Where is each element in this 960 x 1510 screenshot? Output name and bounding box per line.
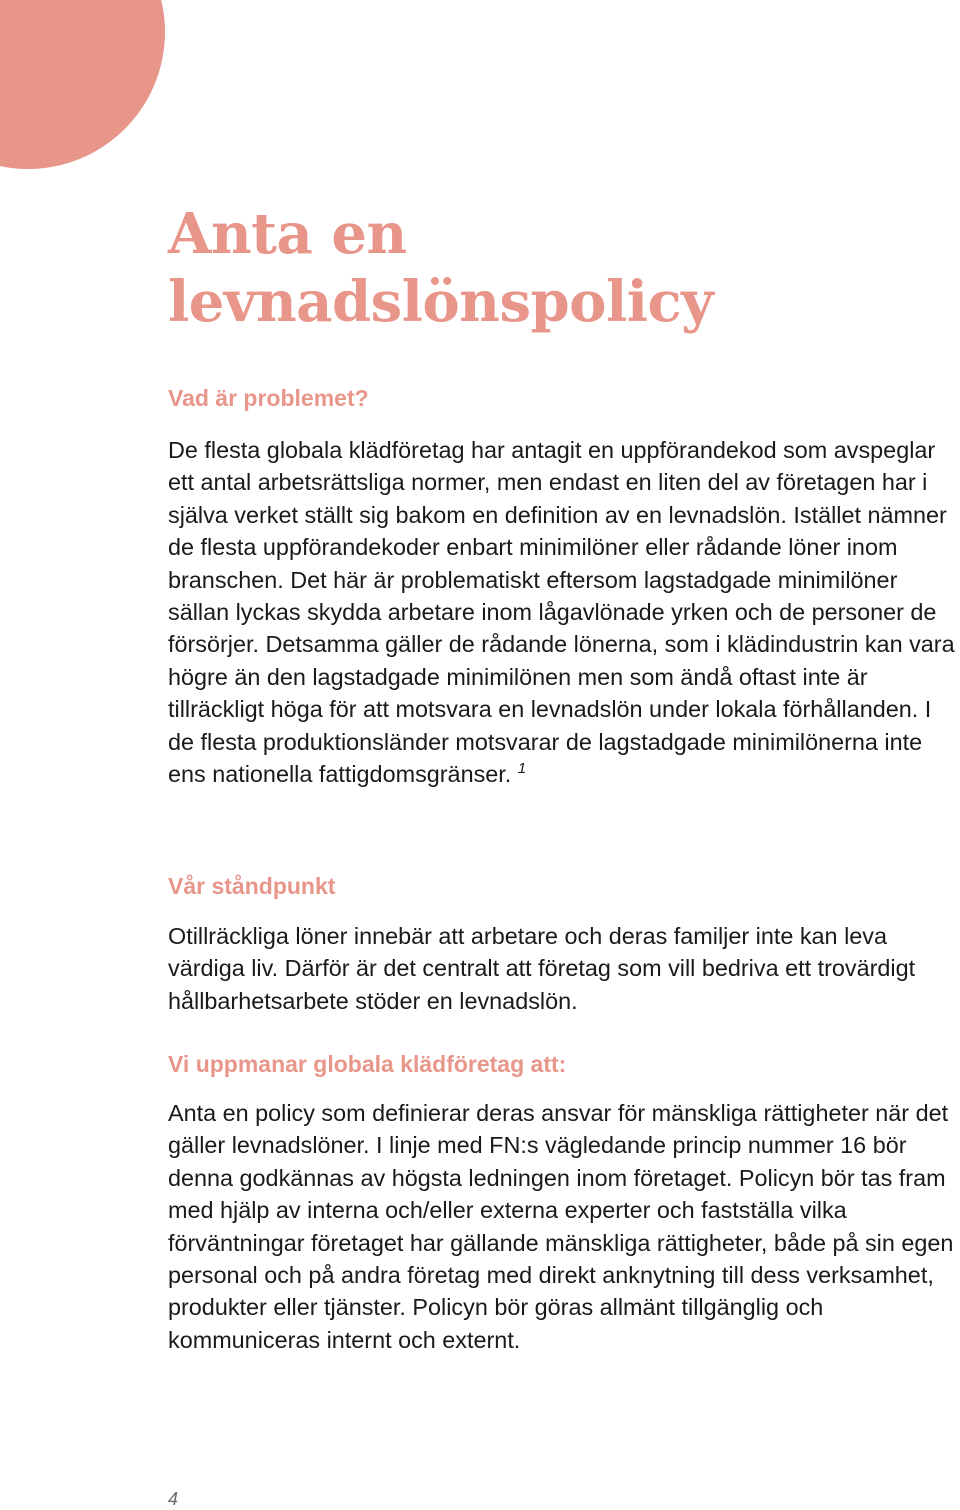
section-heading-call: Vi uppmanar globala klädföretag att:: [168, 1051, 567, 1077]
problem-paragraph: De flesta globala klädföretag har antagit en uppförandekod som avspeglar ett antal arbetsrättsliga normer, men endast en liten del av företagen har i själva verket ställt sig bakom en definition av en levnadslön. Istället nämner de flesta uppförandekoder enbart minimilöner eller rådande löner inom branschen. Det här är problematiskt eftersom lagstadgade minimilöner sällan lyckas skydda arbetare inom lågavlönade yrken och de personer de försörjer. Detsamma gäller de rådande lönerna, som i klädindustrin kan vara högre än den lagstadgade minimilönen men som ändå oftast inte är tillräckligt höga för att motsvara en levnadslön under lokala förhållanden. I de flesta produktionsländer motsvarar de lagstadgade minimilönerna inte ens nationella fattigdomsgränser.: [168, 437, 955, 788]
section-heading-problem: Vad är problemet?: [168, 385, 369, 411]
section-body-stance: Otillräckliga löner innebär att arbetare och deras familjer inte kan leva värdiga liv. Därför är det centralt att företag som vill bedriva ett trovärdigt hållbarhetsarbete stöder en levnadslön.: [168, 923, 916, 1014]
page-number: 4: [168, 1489, 179, 1509]
page-title: [168, 200, 928, 336]
section-heading-stance: Vår ståndpunkt: [168, 873, 336, 899]
page-title-line-1: Anta en: [168, 201, 407, 267]
footnote-reference: 1: [517, 760, 527, 778]
chapter-badge: [0, 0, 165, 169]
section-body-problem: [168, 434, 958, 790]
section-body-call: Anta en policy som definierar deras ansvar för mänskliga rättigheter när det gäller levnadslöner. I linje med FN:s vägledande princip nummer 16 bör denna godkännas av högsta ledningen inom företaget. Policyn bör tas fram med hjälp av interna och/eller externa experter och fastställa vilka förväntningar företaget har gällande mänskliga rättigheter, både på sin egen personal och på andra företag med direkt anknytning till dess verksamhet, produkter eller tjänster. Policyn bör göras allmänt tillgänglig och kommuniceras internt och externt.: [168, 1100, 954, 1353]
page-title-line-2: levnadslönspolicy: [168, 269, 714, 335]
